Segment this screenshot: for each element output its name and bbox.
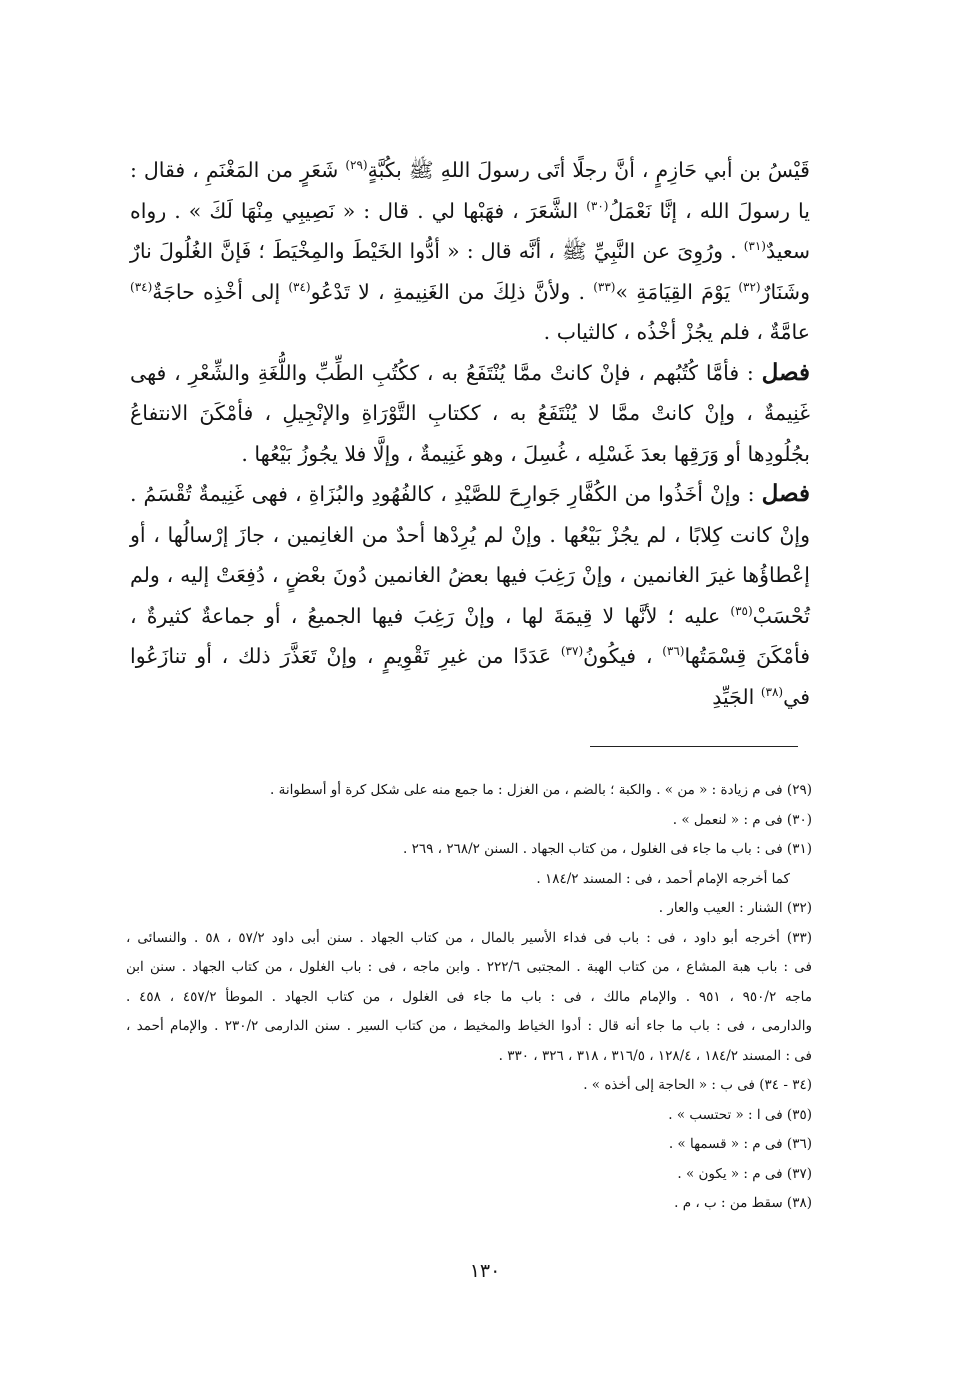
text-segment: قَيْسُ بن أبي حَازِمٍ ، أنَّ رجلًا أتَى رسولَ اللهِ ﷺ بكُبَّةٍ — [367, 158, 810, 182]
footnotes — [126, 776, 812, 1219]
text-segment: عامَّةٌ ، فلم يجُزْ أخْذُه ، كالثياب . — [543, 320, 810, 344]
text-segment: عَدَدًا من غيرِ تَقْوِيمٍ ، وإنْ تَعَذَّرَ ذلك ، أو تنازَعُوا في — [130, 644, 810, 709]
text-segment: الشَّعَرَ ، فهَبْها لي . قال : « نَصِيبِي مِنْهَا لَكَ » . رواه سعيدٌ — [130, 198, 810, 263]
footnote-32: (٣٢) الشنار : العيب والعار . — [658, 900, 812, 916]
main-text — [130, 150, 810, 717]
footnote-marker: (٣٣) — [593, 279, 616, 294]
footnote-33-line-3: ماجه ٩٥٠/٢ ، ٩٥١ . والإمام مالك ، فى : باب ما جاء فى الغلول ، من كتاب الجهاد . الموطأ ٤٥٧/٢ ، ٤٥٨ . — [126, 988, 812, 1005]
paragraph-2-body — [130, 358, 810, 466]
footnote-31-continued: كما أخرجه الإمام أحمد ، فى : المسند ١٨٤/٢ . — [536, 870, 790, 887]
text-segment: عليه ؛ لأنَّها لا قِيمَةَ لها ، وإنْ رَغِبَ فيها الجميعُ ، أو جماعةٌ كثيرةٌ ، فأمْكَنَ قِسْمَتُها — [130, 603, 810, 668]
text-segment: . ولأنَّ ذلِكَ من الغَنِيمةِ ، لا تَدْعُو — [310, 279, 594, 304]
footnote-34: (٣٤ - ٣٤) فى ب : « الحاجة إلى أخذه » . — [583, 1077, 812, 1093]
text-segment: : وإنْ أخَذُوا من الكُفَّارِ جَوارِحَ للصَّيْدِ ، كالفُهُودِ والبُزَاةِ ، فهى غَنِيمةٌ تُقْسَمُ . وإنْ كانت كِلابًا ، لم يجُزْ بَيْعُها . وإنْ لم يُرِدْها أحدٌ من الغانِمين ، جازَ إرْسالُها ، أو إعْطاؤُها غيرَ الغانمين ، وإنْ رَغِبَ فيها بعضُ الغانمين دُونَ بعْضٍ ، دُفِعَتْ إليه ، ولم تُحْسَبْ — [130, 482, 810, 628]
footnote-marker: (٣٥) — [730, 603, 753, 618]
footnote-marker: (٣٤) — [130, 279, 153, 294]
footnote-33-line-2: فى : باب هبة المشاع ، من كتاب الهبة . المجتبى ٢٢٢/٦ . وابن ماجه ، فى : باب الغلول ، من كتاب الجهاد . سنن ابن — [126, 959, 812, 975]
footnote-33-line-1: (٣٣) أخرجه أبو داود ، فى : باب فى فداء الأسير بالمال ، من كتاب الجهاد . سنن أبى داود ٥٧/٢ ، ٥٨ . والنسائى ، — [126, 929, 812, 946]
footnote-33-line-5: فى : المسند ١٨٤/٢ ، ١٢٨/٤ ، ٣١٦/٥ ، ٣١٨ ، ٣٢٦ ، ٣٣٠ . — [498, 1047, 812, 1064]
text-segment: يَوْمَ القِيَامَةِ » — [615, 279, 739, 304]
footnote-marker: (٣٤) — [288, 279, 311, 294]
footnote-marker: (٣٧) — [560, 644, 584, 658]
footnote-31: (٣١) فى : باب ما جاء فى الغلول ، من كتاب الجهاد . السنن ٢٦٨/٢ ، ٢٦٩ . — [403, 841, 812, 857]
paragraph-2 — [130, 353, 810, 475]
footnote-35: (٣٥) فى ا : « تحتسب » . — [668, 1106, 812, 1123]
footnote-33-line-4: والدارمى ، فى : باب ما جاء أنه قال : أدوا الخياط والمخيط ، من كتاب السير . سنن الدارمى ٢٣٠/٢ . والإمام أحمد ، — [126, 1018, 812, 1034]
paragraph-3 — [130, 474, 810, 717]
section-heading-fasl: فصل — [761, 358, 810, 386]
text-segment: إلى أخْذِه حاجَةٌ — [152, 279, 289, 304]
footnote-marker: (٣٨) — [760, 684, 784, 699]
footnote-marker: (٣٦) — [662, 644, 685, 658]
footnote-30: (٣٠) فى م : « لنعمل » . — [672, 811, 812, 828]
paragraph-1 — [130, 150, 810, 353]
text-segment: : فأمَّا كُتُبُهم ، فإنْ كانتْ ممَّا يُنْتَفَعُ به ، ككُتُبِ الطِّبِّ واللُّغَةِ والشِّعْرِ ، فهى غَنِيمةٌ ، وإنْ كانتْ ممَّا لا يُنْتَفَعُ به ، ككتابِ التَّوْرَاةِ والإنْجِيلِ ، فأمْكَنَ الانتفاعُ بجُلُودِها أو وَرَقِها بعدَ غَسْلِه ، غُسِلَ ، وهو غَنِيمةٌ ، وإلَّا فلا يجُوزُ بَيْعُها . — [130, 360, 810, 466]
page-number: ١٣٠ — [469, 1260, 501, 1282]
paragraph-3-body — [130, 482, 810, 709]
footnote-37: (٣٧) فى م : « يكون » . — [677, 1165, 812, 1182]
section-heading-fasl: فصل — [761, 480, 810, 507]
footnote-divider — [590, 746, 798, 747]
text-segment: . ورُوِىَ عن النَّبِيِّ ﷺ ، أنَّه قال : « أدُّوا الخَيْطَ والمِخْيَطَ ؛ فَإنَّ الغُلُولَ نارٌ وشَنَارٌ — [130, 239, 811, 304]
footnote-29: (٢٩) فى م زيادة : « من » . والكبة ؛ بالضم ، من الغزل : ما جمع منه على شكل كرة أو أسطوانة . — [270, 782, 812, 798]
text-segment: الجَيِّدِ — [712, 684, 761, 709]
footnote-marker: (٣١) — [743, 239, 766, 253]
footnote-marker: (٢٩) — [345, 158, 368, 172]
footnote-marker: (٣٢) — [738, 279, 761, 294]
footnote-38: (٣٨) سقط من : ب ، م . — [674, 1195, 812, 1211]
footnote-36: (٣٦) فى م : « قسمها » . — [668, 1136, 812, 1152]
text-segment: ، فيكُونُ — [583, 644, 663, 668]
footnote-marker: (٣٠) — [586, 198, 609, 213]
text-segment: شَعَرٍ من المَغْنَمِ ، فقال : يا رسولَ الله ، إنَّا نَعْمَلُ — [130, 158, 810, 223]
